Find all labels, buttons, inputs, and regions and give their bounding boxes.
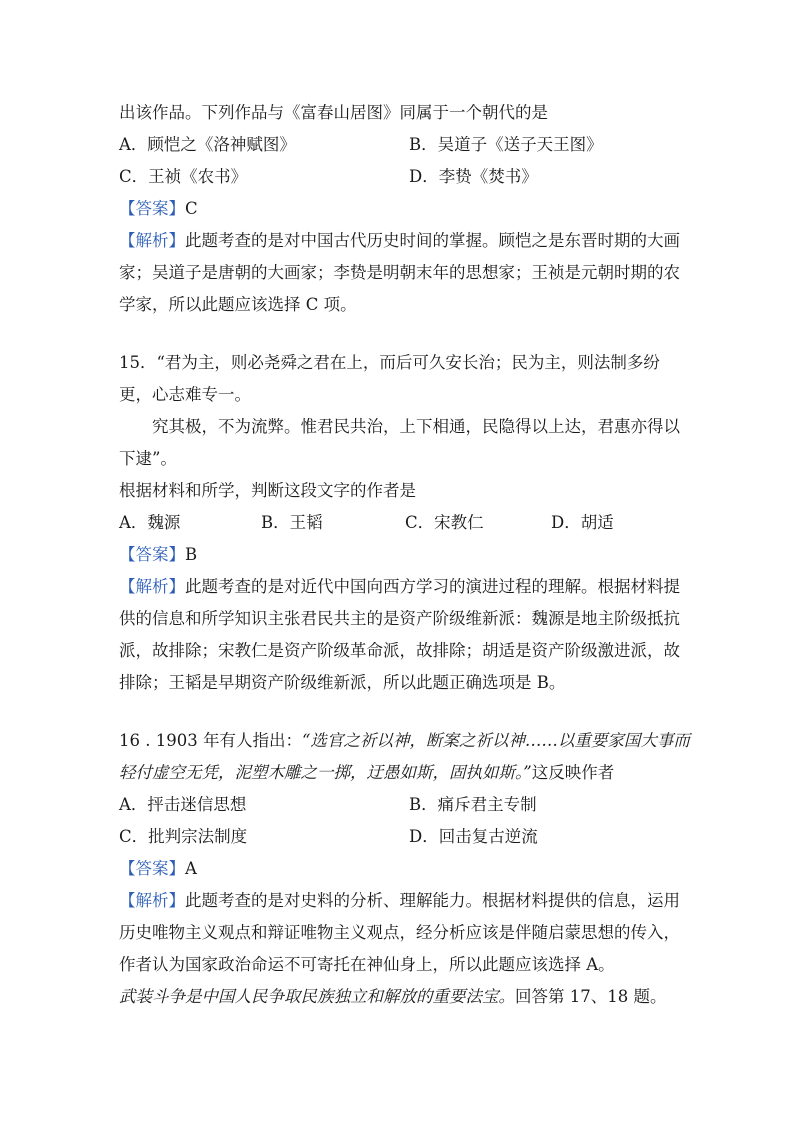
next-questions-intro [119,986,666,1008]
q16-option-b [409,794,537,816]
option-text: 抨击迷信思想 [147,795,247,814]
q15-option-a [119,512,180,534]
q15-option-d [551,512,614,534]
answer-value: C [185,199,198,218]
q16-stem-intro: 16 . 1903 年有人指出： [119,731,302,750]
q16-option-d [409,826,538,848]
q14-answer [119,198,198,220]
q14-stem-tail: 出该作品。下列作品与《富春山居图》同属于一个朝代的是 [119,103,548,122]
q15-analysis-line-2: 供的信息和所学知识主张君民共主的是资产阶级维新派：魏源是地主阶级抵抗 [119,609,680,628]
option-label: D． [409,167,439,186]
answer-value: B [185,545,198,564]
option-label: D． [551,513,581,532]
next-intro-instruction: 回答第 17、18 题。 [515,987,667,1006]
option-text: 痛斥君主专制 [437,795,537,814]
option-text: 魏源 [147,513,181,532]
answer-tag: 【答案】 [119,545,185,564]
option-text: 王韬 [289,513,323,532]
option-text: 回击复古逆流 [438,827,538,846]
answer-value: A [185,859,197,878]
q16-answer [119,858,197,880]
q15-question: 根据材料和所学，判断这段文字的作者是 [119,481,416,500]
q15-analysis-line-4: 排除；王韬是早期资产阶级维新派，所以此题正确选项是 B。 [119,673,566,692]
q16-analysis-line-2: 历史唯物主义观点和辩证唯物主义观点，经分析应该是伴随启蒙思想的传入， [119,923,680,942]
q16-analysis-line-1 [119,890,680,912]
q16-stem-line-1 [119,730,690,752]
q16-option-a [119,794,246,816]
q16-quote-part-1: “选官之祈以神，断案之祈以神……以重要家国大事而 [301,731,690,750]
q16-stem-tail: 这反映作者 [531,763,615,782]
q14-option-c [119,166,247,188]
q15-option-b [261,512,323,534]
option-text: 宋教仁 [434,513,484,532]
q15-stem-line-4: 下逮”。 [119,449,177,468]
option-text: 吴道子《送子天王图》 [437,135,603,154]
q15-analysis-line-3: 派，故排除；宋教仁是资产阶级革命派，故排除；胡适是资产阶级激进派，故 [119,641,680,660]
option-label: B． [409,795,438,814]
q15-stem-line-3: 究其极，不为流弊。惟君民共治，上下相通，民隐得以上达，君惠亦得以 [152,417,680,436]
q16-quote-part-2: 轻付虚空无凭，泥塑木雕之一掷，迂愚如斯，固执如斯。” [119,763,532,782]
option-label: B． [261,513,290,532]
option-label: B． [409,135,438,154]
option-label: A． [119,135,148,154]
q16-analysis-line-3: 作者认为国家政治命运不可寄托在神仙身上，所以此题应该选择 A。 [119,955,615,974]
option-label: D． [409,827,439,846]
option-text: 李贽《焚书》 [438,167,538,186]
analysis-text: 此题考查的是对近代中国向西方学习的演进过程的理解。根据材料提 [185,577,680,596]
q14-option-a [119,134,296,156]
q16-stem-line-2 [119,762,614,784]
q14-analysis-line-2: 家；吴道子是唐朝的大画家；李贽是明朝末年的思想家；王祯是元朝时期的农 [119,263,680,282]
analysis-text: 此题考查的是对史料的分析、理解能力。根据材料提供的信息，运用 [185,891,680,910]
q15-answer [119,544,197,566]
q14-option-d [409,166,538,188]
option-label: C． [119,827,149,846]
option-label: A． [119,513,148,532]
analysis-tag: 【解析】 [119,231,185,250]
answer-tag: 【答案】 [119,199,185,218]
option-text: 批判宗法制度 [148,827,248,846]
option-label: C． [405,513,435,532]
q14-option-b [409,134,603,156]
next-intro-statement: 武装斗争是中国人民争取民族独立和解放的重要法宝。 [119,987,515,1006]
q15-analysis-line-1 [119,576,680,598]
analysis-text: 此题考查的是对中国古代历史时间的掌握。顾恺之是东晋时期的大画 [185,231,680,250]
q15-stem-line-1: 15．“君为主，则必尧舜之君在上，而后可久安长治；民为主，则法制多纷 [119,353,660,372]
option-text: 王祯《农书》 [148,167,248,186]
option-text: 顾恺之《洛神赋图》 [147,135,296,154]
option-text: 胡适 [580,513,614,532]
q14-analysis-line-3: 学家，所以此题应该选择 C 项。 [119,295,357,314]
answer-tag: 【答案】 [119,859,185,878]
q15-stem-line-2: 更，心志难专一。 [119,385,251,404]
analysis-tag: 【解析】 [119,577,185,596]
option-label: A． [119,795,148,814]
analysis-tag: 【解析】 [119,891,185,910]
option-label: C． [119,167,149,186]
q16-option-c [119,826,247,848]
q14-analysis-line-1 [119,230,680,252]
q15-option-c [405,512,484,534]
